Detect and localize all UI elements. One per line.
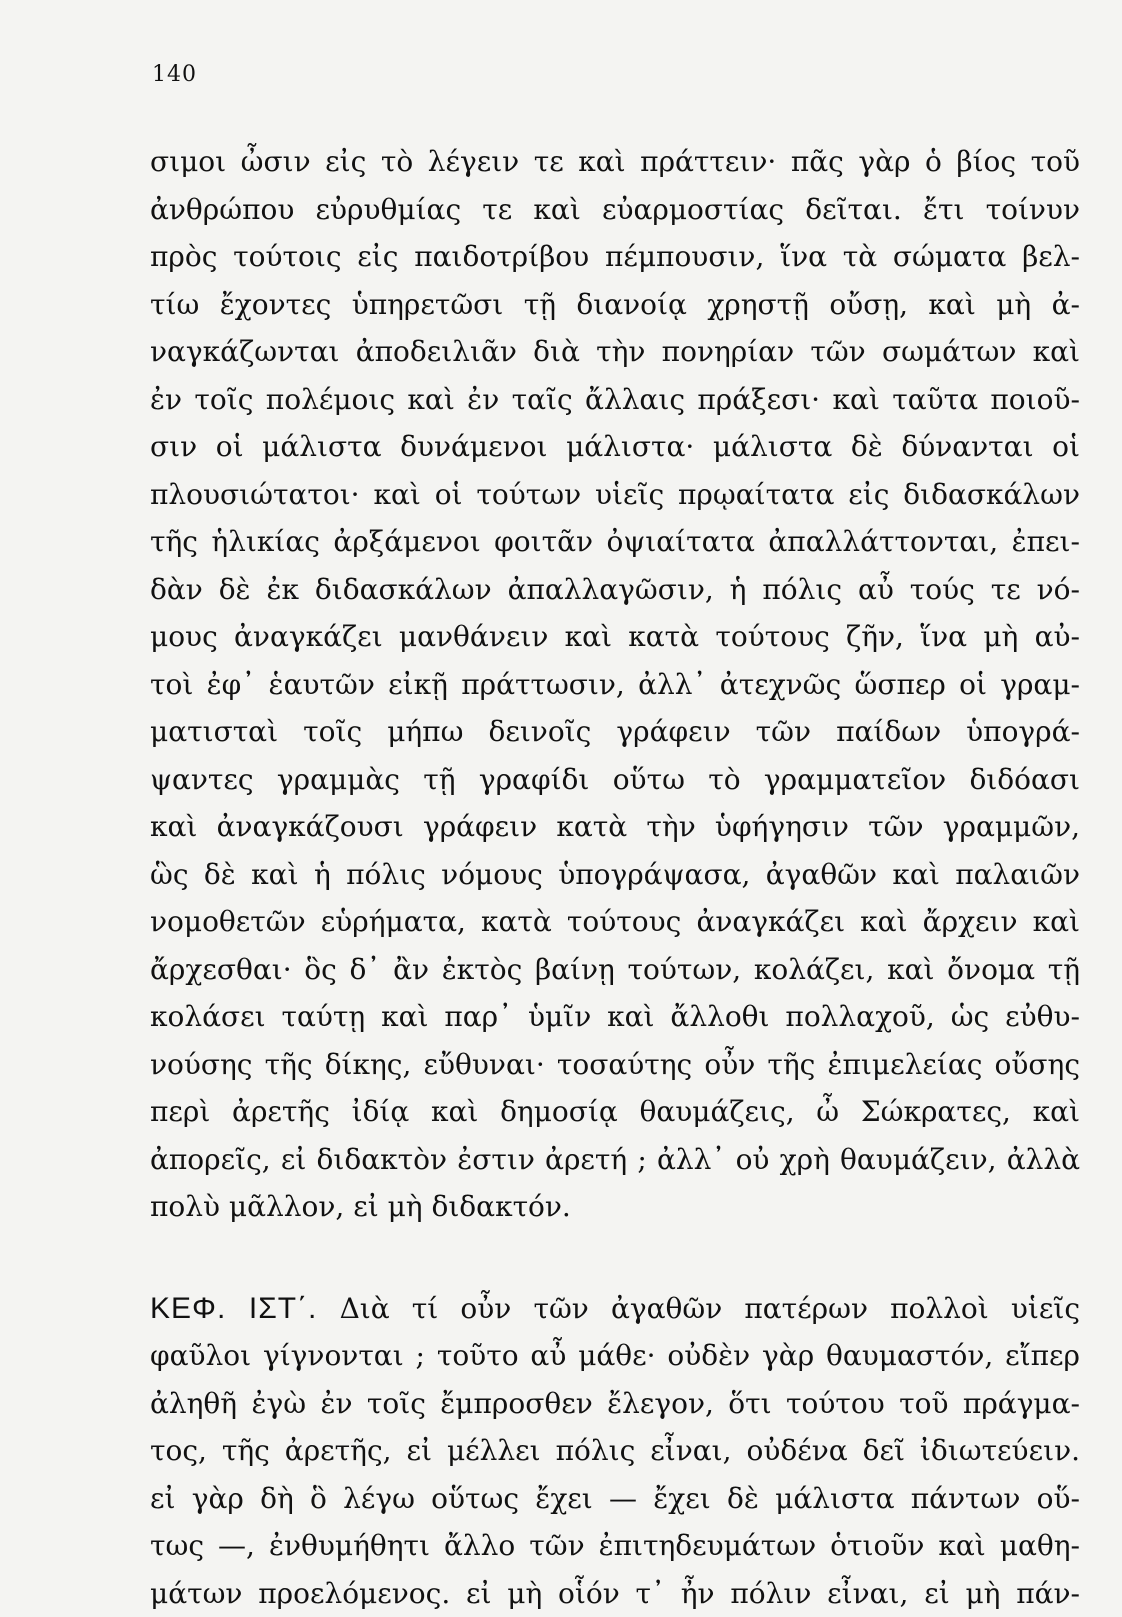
text-line: ὣς δὲ καὶ ἡ πόλις νόμους ὑπογράψασα, ἀγαθῶν καὶ παλαιῶν [150,851,1080,899]
text-line: πρὸς τούτοις εἰς παιδοτρίβου πέμπουσιν, ἵνα τὰ σώματα βελ- [150,233,1080,281]
chapter-section [150,1285,1080,1617]
text-line: ἀληθῆ ἐγὼ ἐν τοῖς ἔμπροσθεν ἔλεγον, ὅτι τούτου τοῦ πράγμα- [150,1380,1080,1428]
text-line: κολάσει ταύτῃ καὶ παρ᾽ ὑμῖν καὶ ἄλλοθι πολλαχοῦ, ὡς εὐθυ- [150,993,1080,1041]
chapter-first-line-text: Διὰ τί οὖν τῶν ἀγαθῶν πατέρων πολλοὶ υἱεῖς [340,1292,1080,1325]
paragraph-1 [150,138,1080,1231]
text-line: τος, τῆς ἀρετῆς, εἰ μέλλει πόλις εἶναι, οὐδένα δεῖ ἰδιωτεύειν. [150,1427,1080,1475]
text-line: περὶ ἀρετῆς ἰδίᾳ καὶ δημοσίᾳ θαυμάζεις, ὦ Σώκρατες, καὶ [150,1088,1080,1136]
text-line: σιν οἱ μάλιστα δυνάμενοι μάλιστα· μάλιστα δὲ δύνανται οἱ [150,423,1080,471]
chapter-heading: ΚΕΦ. ΙΣΤ΄. [150,1292,317,1325]
text-line: ἀνθρώπου εὐρυθμίας τε καὶ εὐαρμοστίας δεῖται. ἔτι τοίνυν [150,186,1080,234]
text-line: εἰ γὰρ δὴ ὃ λέγω οὕτως ἔχει — ἔχει δὲ μάλιστα πάντων οὕ- [150,1475,1080,1523]
text-line: ματισταὶ τοῖς μήπω δεινοῖς γράφειν τῶν παίδων ὑπογρά- [150,708,1080,756]
text-line: νούσης τῆς δίκης, εὔθυναι· τοσαύτης οὖν τῆς ἐπιμελείας οὔσης [150,1041,1080,1089]
text-line: τοὶ ἐφ᾽ ἑαυτῶν εἰκῇ πράττωσιν, ἀλλ᾽ ἀτεχνῶς ὥσπερ οἱ γραμ- [150,661,1080,709]
chapter-first-line [150,1285,1080,1333]
text-line: πολὺ μᾶλλον, εἰ μὴ διδακτόν. [150,1183,1080,1231]
text-line: τως —, ἐνθυμήθητι ἄλλο τῶν ἐπιτηδευμάτων ὁτιοῦν καὶ μαθη- [150,1522,1080,1570]
text-line: μάτων προελόμενος. εἰ μὴ οἷόν τ᾽ ἦν πόλιν εἶναι, εἰ μὴ πάν- [150,1570,1080,1617]
page-number: 140 [152,62,197,87]
text-line: τίω ἔχοντες ὑπηρετῶσι τῇ διανοίᾳ χρηστῇ οὔσῃ, καὶ μὴ ἀ- [150,281,1080,329]
text-line: ψαντες γραμμὰς τῇ γραφίδι οὕτω τὸ γραμματεῖον διδόασι [150,756,1080,804]
text-line: τῆς ἡλικίας ἀρξάμενοι φοιτᾶν ὀψιαίτατα ἀπαλλάττονται, ἐπει- [150,518,1080,566]
text-line: ἄρχεσθαι· ὃς δ᾽ ἂν ἐκτὸς βαίνῃ τούτων, κολάζει, καὶ ὄνομα τῇ [150,946,1080,994]
text-line: δὰν δὲ ἐκ διδασκάλων ἀπαλλαγῶσιν, ἡ πόλις αὖ τούς τε νό- [150,566,1080,614]
text-line: ἀπορεῖς, εἰ διδακτὸν ἐστιν ἀρετή ; ἀλλ᾽ οὐ χρὴ θαυμάζειν, ἀλλὰ [150,1136,1080,1184]
text-line: καὶ ἀναγκάζουσι γράφειν κατὰ τὴν ὑφήγησιν τῶν γραμμῶν, [150,803,1080,851]
text-line: φαῦλοι γίγνονται ; τοῦτο αὖ μάθε· οὐδὲν γὰρ θαυμαστόν, εἴπερ [150,1332,1080,1380]
paragraph-gap [150,1231,1080,1285]
text-line: ἐν τοῖς πολέμοις καὶ ἐν ταῖς ἄλλαις πράξεσι· καὶ ταῦτα ποιοῦ- [150,376,1080,424]
body-text [150,138,1080,1617]
text-line: νομοθετῶν εὑρήματα, κατὰ τούτους ἀναγκάζει καὶ ἄρχειν καὶ [150,898,1080,946]
text-line: μους ἀναγκάζει μανθάνειν καὶ κατὰ τούτους ζῆν, ἵνα μὴ αὐ- [150,613,1080,661]
text-line: ναγκάζωνται ἀποδειλιᾶν διὰ τὴν πονηρίαν τῶν σωμάτων καὶ [150,328,1080,376]
text-line: σιμοι ὦσιν εἰς τὸ λέγειν τε καὶ πράττειν· πᾶς γὰρ ὁ βίος τοῦ [150,138,1080,186]
text-line: πλουσιώτατοι· καὶ οἱ τούτων υἱεῖς πρῳαίτατα εἰς διδασκάλων [150,471,1080,519]
